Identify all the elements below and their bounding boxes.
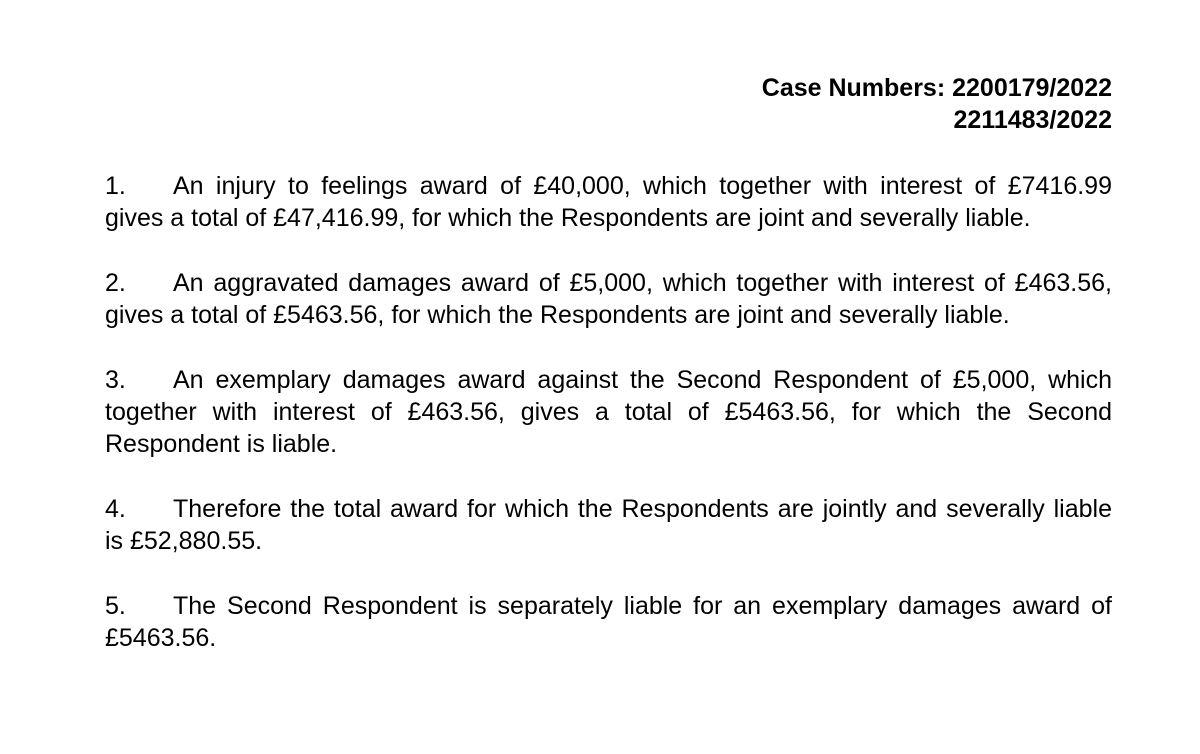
- paragraph-number: 2.: [105, 269, 126, 297]
- paragraph-3: [105, 364, 1112, 460]
- paragraph-text: The Second Respondent is separately liable for an exemplary damages award of £5463.56.: [105, 592, 1112, 652]
- paragraph-number: 1.: [105, 172, 126, 200]
- paragraph-4: [105, 493, 1112, 557]
- paragraph-number: 5.: [105, 592, 126, 620]
- paragraph-2: [105, 267, 1112, 331]
- case-numbers-header: [762, 72, 1112, 136]
- paragraph-text: An injury to feelings award of £40,000, which together with interest of £7416.99 gives a total of £47,416.99, for which the Respondents are joint and severally liable.: [105, 172, 1112, 232]
- case-numbers-line-2: 2211483/2022: [953, 106, 1112, 134]
- paragraph-text: An aggravated damages award of £5,000, which together with interest of £463.56, gives a total of £5463.56, for which the Respondents are joint and severally liable.: [105, 269, 1112, 329]
- judgment-paragraphs: [105, 170, 1112, 687]
- paragraph-text: An exemplary damages award against the Second Respondent of £5,000, which together with interest of £463.56, gives a total of £5463.56, for which the Second Respondent is liable.: [105, 366, 1112, 458]
- paragraph-text: Therefore the total award for which the Respondents are jointly and severally liable is £52,880.55.: [105, 495, 1112, 555]
- case-numbers-line-1: Case Numbers: 2200179/2022: [761, 74, 1112, 102]
- paragraph-number: 3.: [105, 366, 126, 394]
- paragraph-1: [105, 170, 1112, 234]
- document-page: [105, 0, 1112, 754]
- paragraph-number: 4.: [105, 495, 126, 523]
- paragraph-5: [105, 590, 1112, 654]
